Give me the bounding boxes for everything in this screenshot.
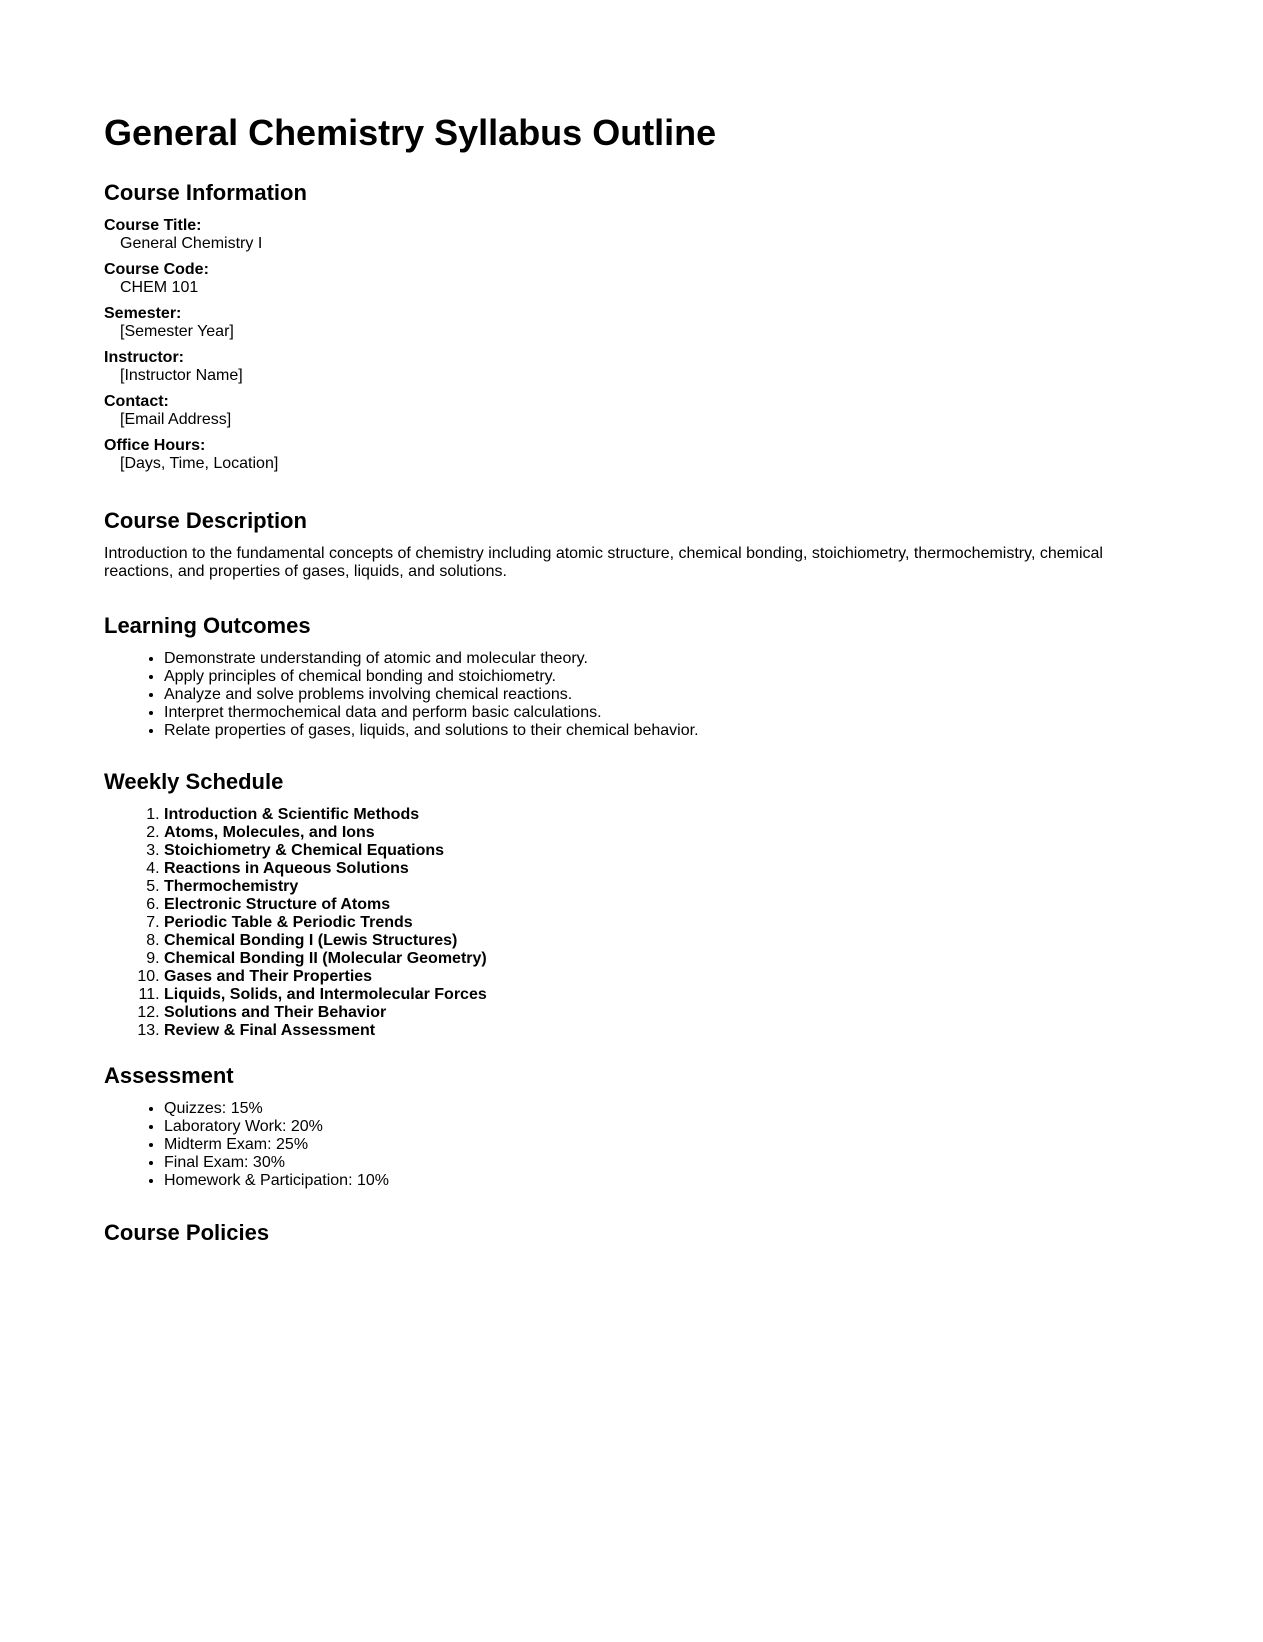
info-item-office-hours: [104, 437, 1104, 473]
list-item: • Final Exam: 30%: [164, 1154, 1104, 1172]
info-label: Contact:: [104, 393, 169, 411]
schedule-item: 9. Chemical Bonding II (Molecular Geometry): [164, 950, 1104, 968]
list-item: • Analyze and solve problems involving chemical reactions.: [164, 686, 1104, 704]
course-description-heading: Course Description: [104, 508, 307, 533]
info-label: Semester:: [104, 305, 182, 323]
course-info-list: [104, 217, 1104, 473]
info-value: [Semester Year]: [120, 323, 234, 341]
weekly-schedule-heading: Weekly Schedule: [104, 769, 284, 794]
schedule-item: 2. Atoms, Molecules, and Ions: [164, 824, 1104, 842]
schedule-item: 10. Gases and Their Properties: [164, 968, 1104, 986]
list-item: • Demonstrate understanding of atomic and molecular theory.: [164, 650, 1104, 668]
assessment-heading: Assessment: [104, 1063, 234, 1088]
info-item-course-code: [104, 261, 1104, 297]
info-item-instructor: [104, 349, 1104, 385]
info-item-semester: [104, 305, 1104, 341]
course-policies-section: [104, 1220, 1104, 1245]
learning-outcomes-section: [104, 613, 1104, 740]
learning-outcomes-heading: Learning Outcomes: [104, 613, 311, 638]
weekly-schedule-list: [104, 806, 1104, 1040]
page-title: General Chemistry Syllabus Outline: [104, 112, 717, 153]
list-item: • Midterm Exam: 25%: [164, 1136, 1104, 1154]
schedule-item: 8. Chemical Bonding I (Lewis Structures): [164, 932, 1104, 950]
course-description-text: Introduction to the fundamental concepts of chemistry including atomic structure, chemical bonding, stoichiometry, thermochemistry, chemical reactions, and properties of gases, liquids, and solutions.: [104, 545, 1103, 581]
schedule-item: 13. Review & Final Assessment: [164, 1022, 1104, 1040]
info-item-contact: [104, 393, 1104, 429]
schedule-item: 7. Periodic Table & Periodic Trends: [164, 914, 1104, 932]
info-value: [Email Address]: [120, 411, 232, 429]
info-value: CHEM 101: [120, 279, 199, 297]
schedule-item: 11. Liquids, Solids, and Intermolecular Forces: [164, 986, 1104, 1004]
info-label: Instructor:: [104, 349, 184, 367]
course-policies-heading: Course Policies: [104, 1220, 270, 1245]
schedule-item: 12. Solutions and Their Behavior: [164, 1004, 1104, 1022]
course-information-section: [104, 180, 1104, 481]
info-label: Course Code:: [104, 261, 209, 279]
schedule-item: 6. Electronic Structure of Atoms: [164, 896, 1104, 914]
course-information-heading: Course Information: [104, 180, 307, 205]
list-item: • Laboratory Work: 20%: [164, 1118, 1104, 1136]
list-item: • Apply principles of chemical bonding and stoichiometry.: [164, 668, 1104, 686]
assessment-list: [104, 1100, 1104, 1190]
list-item: • Quizzes: 15%: [164, 1100, 1104, 1118]
schedule-item: 5. Thermochemistry: [164, 878, 1104, 896]
list-item: • Interpret thermochemical data and perform basic calculations.: [164, 704, 1104, 722]
info-value: General Chemistry I: [120, 235, 263, 253]
assessment-section: [104, 1063, 1104, 1190]
learning-outcomes-list: [104, 650, 1104, 740]
list-item: • Relate properties of gases, liquids, and solutions to their chemical behavior.: [164, 722, 1104, 740]
schedule-item: 1. Introduction & Scientific Methods: [164, 806, 1104, 824]
info-label: Course Title:: [104, 217, 202, 235]
info-value: [Days, Time, Location]: [120, 455, 279, 473]
schedule-item: 4. Reactions in Aqueous Solutions: [164, 860, 1104, 878]
info-label: Office Hours:: [104, 437, 206, 455]
info-value: [Instructor Name]: [120, 367, 243, 385]
schedule-item: 3. Stoichiometry & Chemical Equations: [164, 842, 1104, 860]
list-item: • Homework & Participation: 10%: [164, 1172, 1104, 1190]
weekly-schedule-section: [104, 769, 1104, 1040]
info-item-course-title: [104, 217, 1104, 253]
course-description-section: [104, 508, 1104, 581]
